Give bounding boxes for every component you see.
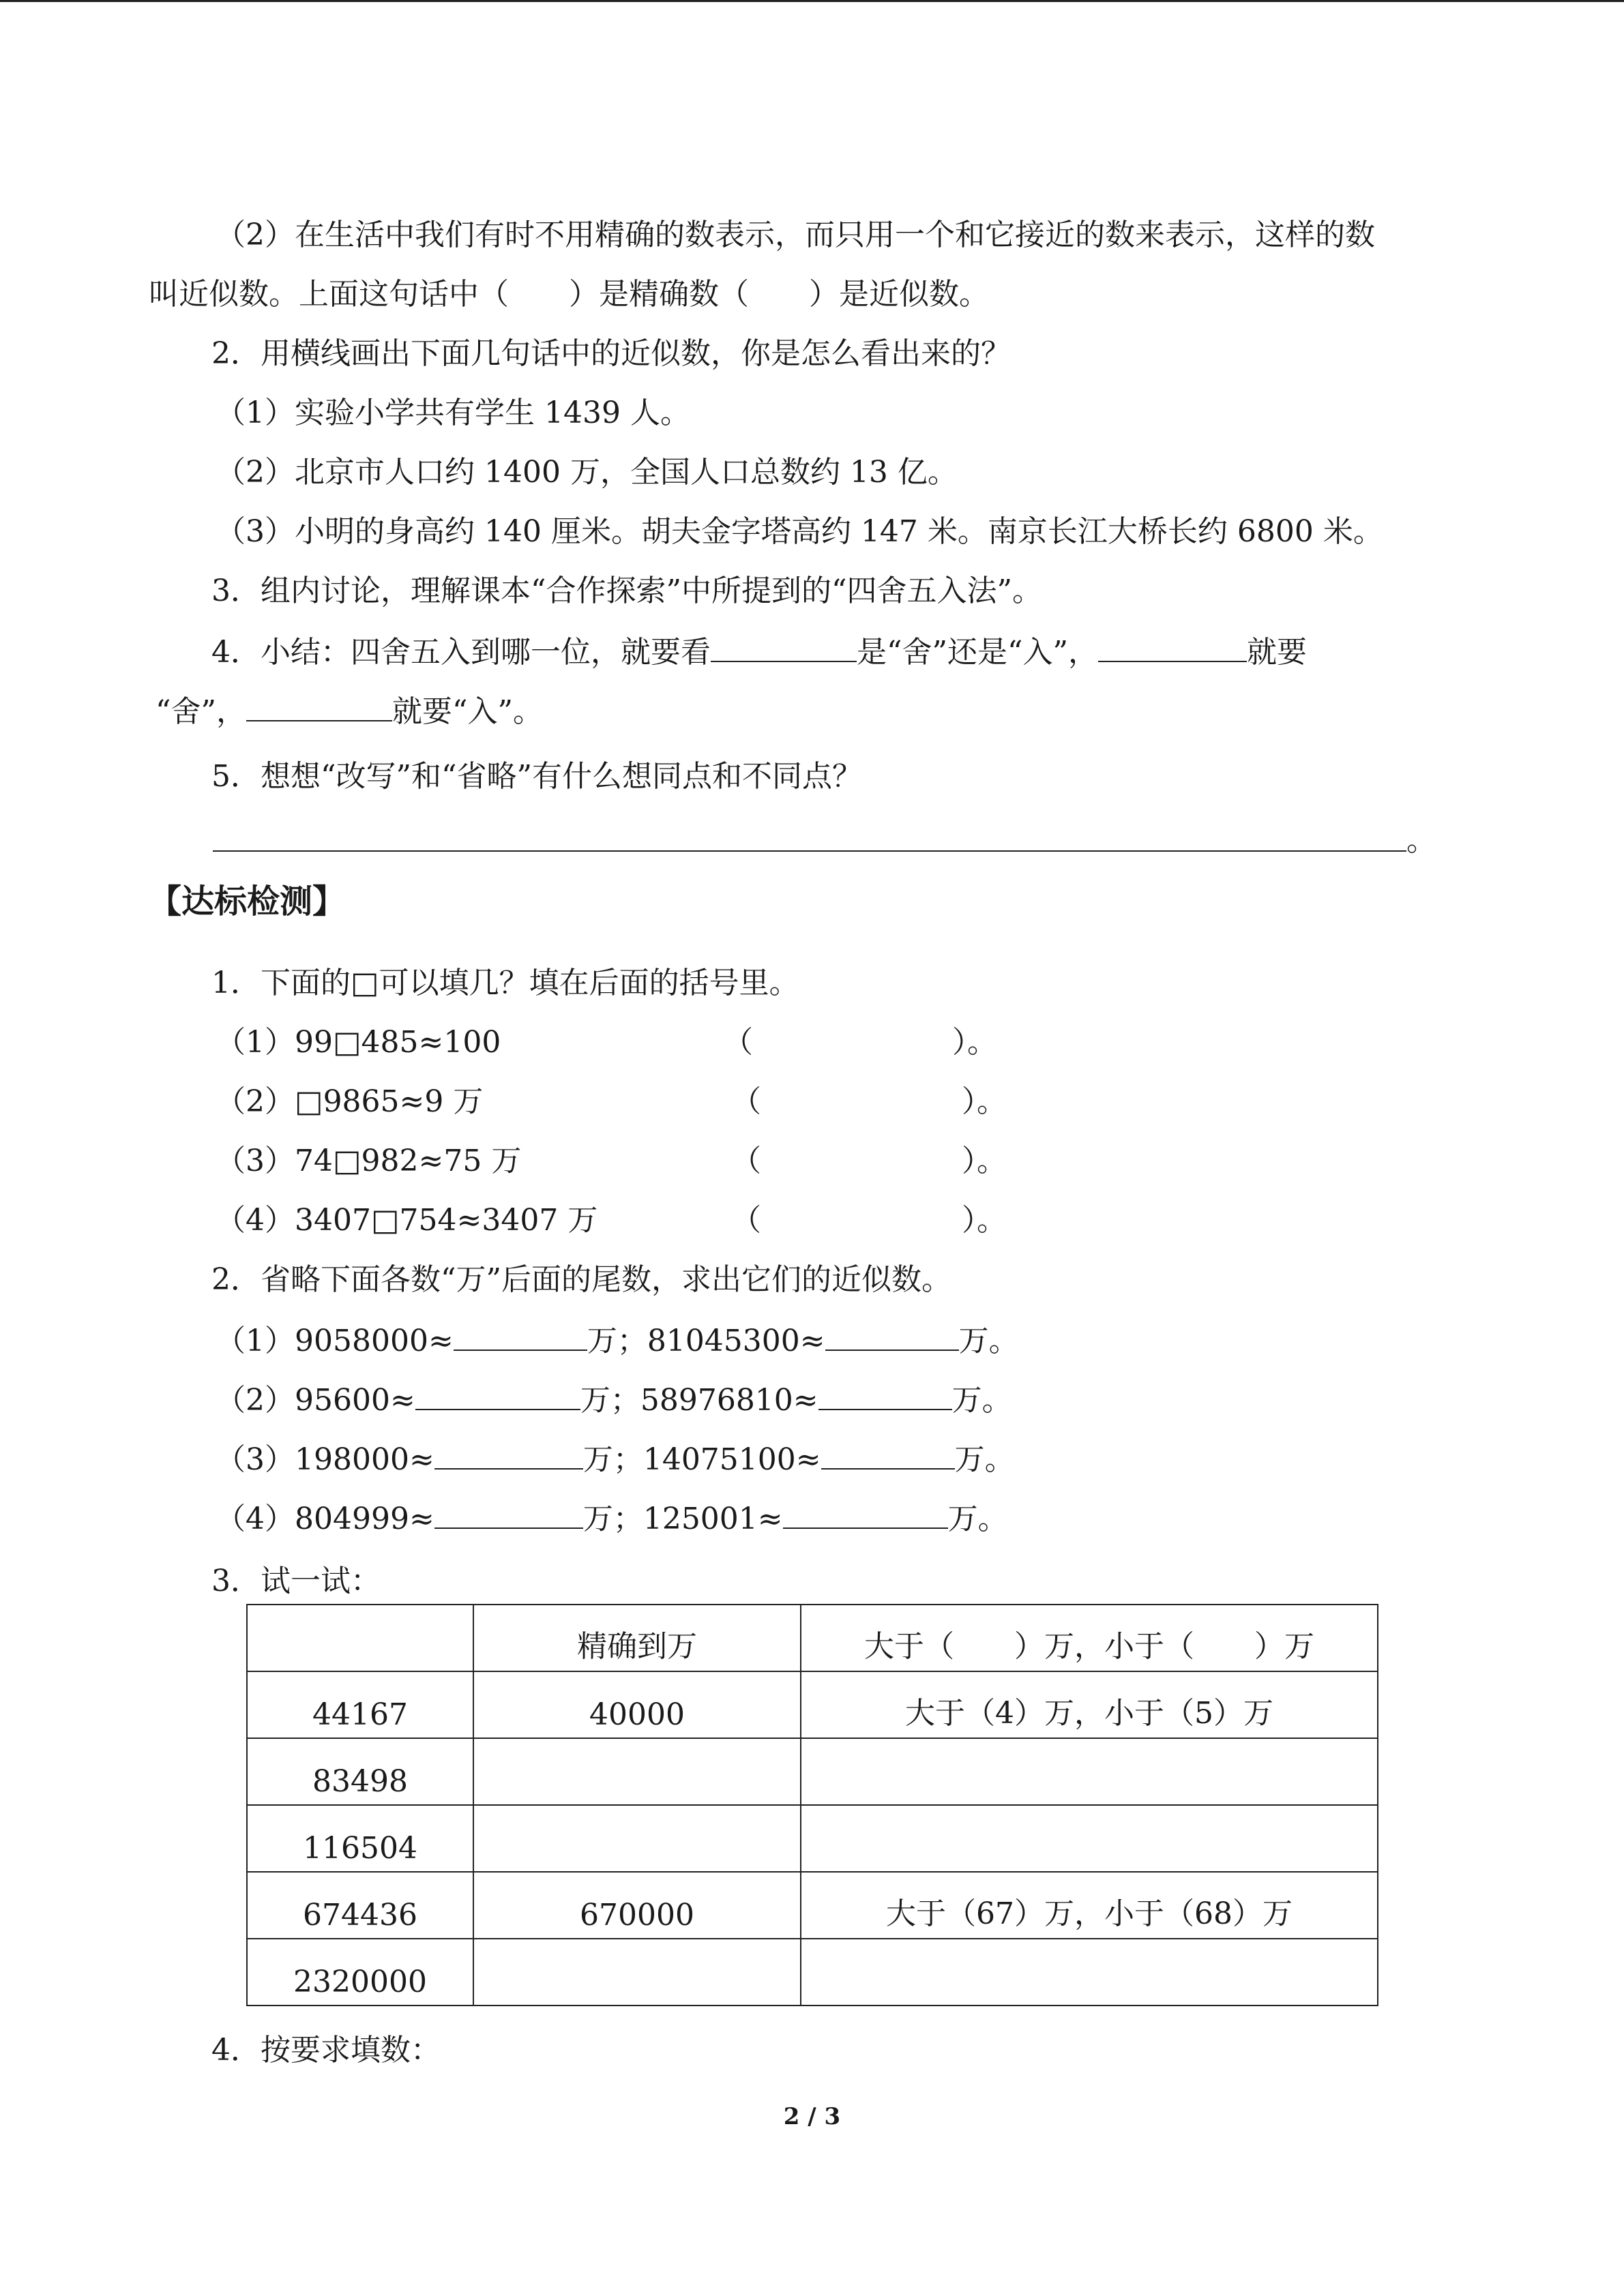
table-header-cell <box>247 1605 473 1671</box>
table-cell-range[interactable] <box>801 1805 1378 1872</box>
t2-row-1 <box>216 1320 1019 1361</box>
table-cell-number: 44167 <box>247 1671 473 1738</box>
table-header-cell: 大于（ ）万，小于（ ）万 <box>801 1605 1378 1671</box>
table-cell-number: 674436 <box>247 1872 473 1939</box>
t1-close-paren-2: ）。 <box>962 1084 1007 1119</box>
t2-row-4-b: 万；125001≈ <box>582 1502 783 1536</box>
t1-item-2: （2）□9865≈9 万 <box>216 1084 484 1119</box>
intro-line-2: 叫近似数。上面这句话中（ ）是精确数（ ）是近似数。 <box>149 277 989 312</box>
t2-row-4-blank-1[interactable] <box>434 1497 583 1529</box>
q4-line-2 <box>156 690 543 732</box>
t2-title: 2．省略下面各数“万”后面的尾数，求出它们的近似数。 <box>211 1262 951 1297</box>
q4-part-1: 4．小结：四舍五入到哪一位，就要看 <box>211 635 711 670</box>
page-number: 2 / 3 <box>783 2103 841 2130</box>
q4-blank-3[interactable] <box>246 690 392 721</box>
table-cell-number: 116504 <box>247 1805 473 1872</box>
table-cell-rounded[interactable] <box>473 1939 801 2006</box>
t2-row-4 <box>216 1497 1008 1539</box>
t2-row-3-blank-2[interactable] <box>821 1438 955 1470</box>
q2-item-3: （3）小明的身高约 140 厘米。胡夫金字塔高约 147 米。南京长江大桥长约 6800 米。 <box>216 514 1383 549</box>
q4-blank-2[interactable] <box>1098 631 1247 662</box>
t1-title: 1．下面的□可以填几？填在后面的括号里。 <box>211 966 799 1000</box>
t2-row-3-a: （3）198000≈ <box>216 1442 434 1477</box>
t2-row-2-a: （2）95600≈ <box>216 1383 415 1418</box>
q2-item-1: （1）实验小学共有学生 1439 人。 <box>216 396 690 430</box>
table-row <box>247 1872 1378 1939</box>
table-cell-range[interactable]: 大于（4）万，小于（5）万 <box>801 1671 1378 1738</box>
table-cell-rounded[interactable] <box>473 1805 801 1872</box>
table-cell-rounded[interactable]: 40000 <box>473 1671 801 1738</box>
top-border <box>0 0 1624 2</box>
table-header-row <box>247 1605 1378 1671</box>
q4-part-5: 就要“入”。 <box>392 694 543 729</box>
table-cell-range[interactable] <box>801 1939 1378 2006</box>
t1-item-1: （1）99□485≈100 <box>216 1025 501 1060</box>
table-header-cell: 精确到万 <box>473 1605 801 1671</box>
q4-part-3: 就要 <box>1246 635 1307 670</box>
t2-row-3-c: 万。 <box>954 1442 1015 1477</box>
t1-close-paren-3: ）。 <box>962 1144 1007 1178</box>
t2-row-2-blank-1[interactable] <box>415 1379 580 1410</box>
t2-row-1-a: （1）9058000≈ <box>216 1324 454 1358</box>
q5-end: 。 <box>1406 823 1436 858</box>
t1-item-3: （3）74□982≈75 万 <box>216 1144 522 1178</box>
t3-title: 3．试一试： <box>211 1564 381 1598</box>
table-cell-rounded[interactable] <box>473 1738 801 1805</box>
t2-row-3-b: 万；14075100≈ <box>582 1442 821 1477</box>
t2-row-1-blank-1[interactable] <box>454 1320 587 1351</box>
intro-line-1: （2）在生活中我们有时不用精确的数表示，而只用一个和它接近的数来表示，这样的数 <box>216 218 1375 252</box>
section-heading: 【达标检测】 <box>149 882 346 921</box>
table-cell-rounded[interactable]: 670000 <box>473 1872 801 1939</box>
t2-row-2 <box>216 1379 1012 1420</box>
table-row <box>247 1738 1378 1805</box>
t4-title: 4．按要求填数： <box>211 2033 441 2068</box>
t2-row-4-c: 万。 <box>947 1502 1008 1536</box>
t2-row-1-blank-2[interactable] <box>825 1320 959 1351</box>
q4-part-4: “舍”， <box>156 694 246 729</box>
t1-close-paren-4: ）。 <box>962 1203 1007 1238</box>
table-cell-number: 2320000 <box>247 1939 473 2006</box>
table-cell-range[interactable]: 大于（67）万，小于（68）万 <box>801 1872 1378 1939</box>
t2-row-3 <box>216 1438 1015 1480</box>
table-cell-range[interactable] <box>801 1738 1378 1805</box>
table-row <box>247 1671 1378 1738</box>
q2-item-2: （2）北京市人口约 1400 万，全国人口总数约 13 亿。 <box>216 455 958 490</box>
table-cell-number: 83498 <box>247 1738 473 1805</box>
t2-row-2-b: 万；58976810≈ <box>580 1383 818 1418</box>
approximation-table <box>246 1604 1378 2006</box>
t2-row-4-blank-2[interactable] <box>783 1497 948 1529</box>
q4-line-1 <box>211 631 1307 672</box>
t2-row-2-c: 万。 <box>951 1383 1012 1418</box>
table-row <box>247 1805 1378 1872</box>
q4-blank-1[interactable] <box>711 631 857 662</box>
t1-open-paren-2: （ <box>731 1084 761 1119</box>
t2-row-4-a: （4）804999≈ <box>216 1502 434 1536</box>
table-row <box>247 1939 1378 2006</box>
t1-open-paren-4: （ <box>731 1203 761 1238</box>
t1-open-paren-3: （ <box>731 1144 761 1178</box>
q2-title: 2．用横线画出下面几句话中的近似数，你是怎么看出来的？ <box>211 336 1011 371</box>
t2-row-3-blank-1[interactable] <box>434 1438 583 1470</box>
q5-title: 5．想想“改写”和“省略”有什么想同点和不同点？ <box>211 759 862 794</box>
q4-part-2: 是“舍”还是“入”， <box>857 635 1098 670</box>
t1-close-paren-1: ）。 <box>952 1025 997 1060</box>
t1-item-4: （4）3407□754≈3407 万 <box>216 1203 598 1238</box>
q3-text: 3．组内讨论，理解课本“合作探索”中所提到的“四舍五入法”。 <box>211 573 1042 608</box>
t2-row-2-blank-2[interactable] <box>818 1379 952 1410</box>
t2-row-1-c: 万。 <box>958 1324 1019 1358</box>
t2-row-1-b: 万；81045300≈ <box>587 1324 825 1358</box>
q5-answer-line[interactable] <box>213 850 1406 852</box>
t1-open-paren-1: （ <box>723 1025 753 1060</box>
